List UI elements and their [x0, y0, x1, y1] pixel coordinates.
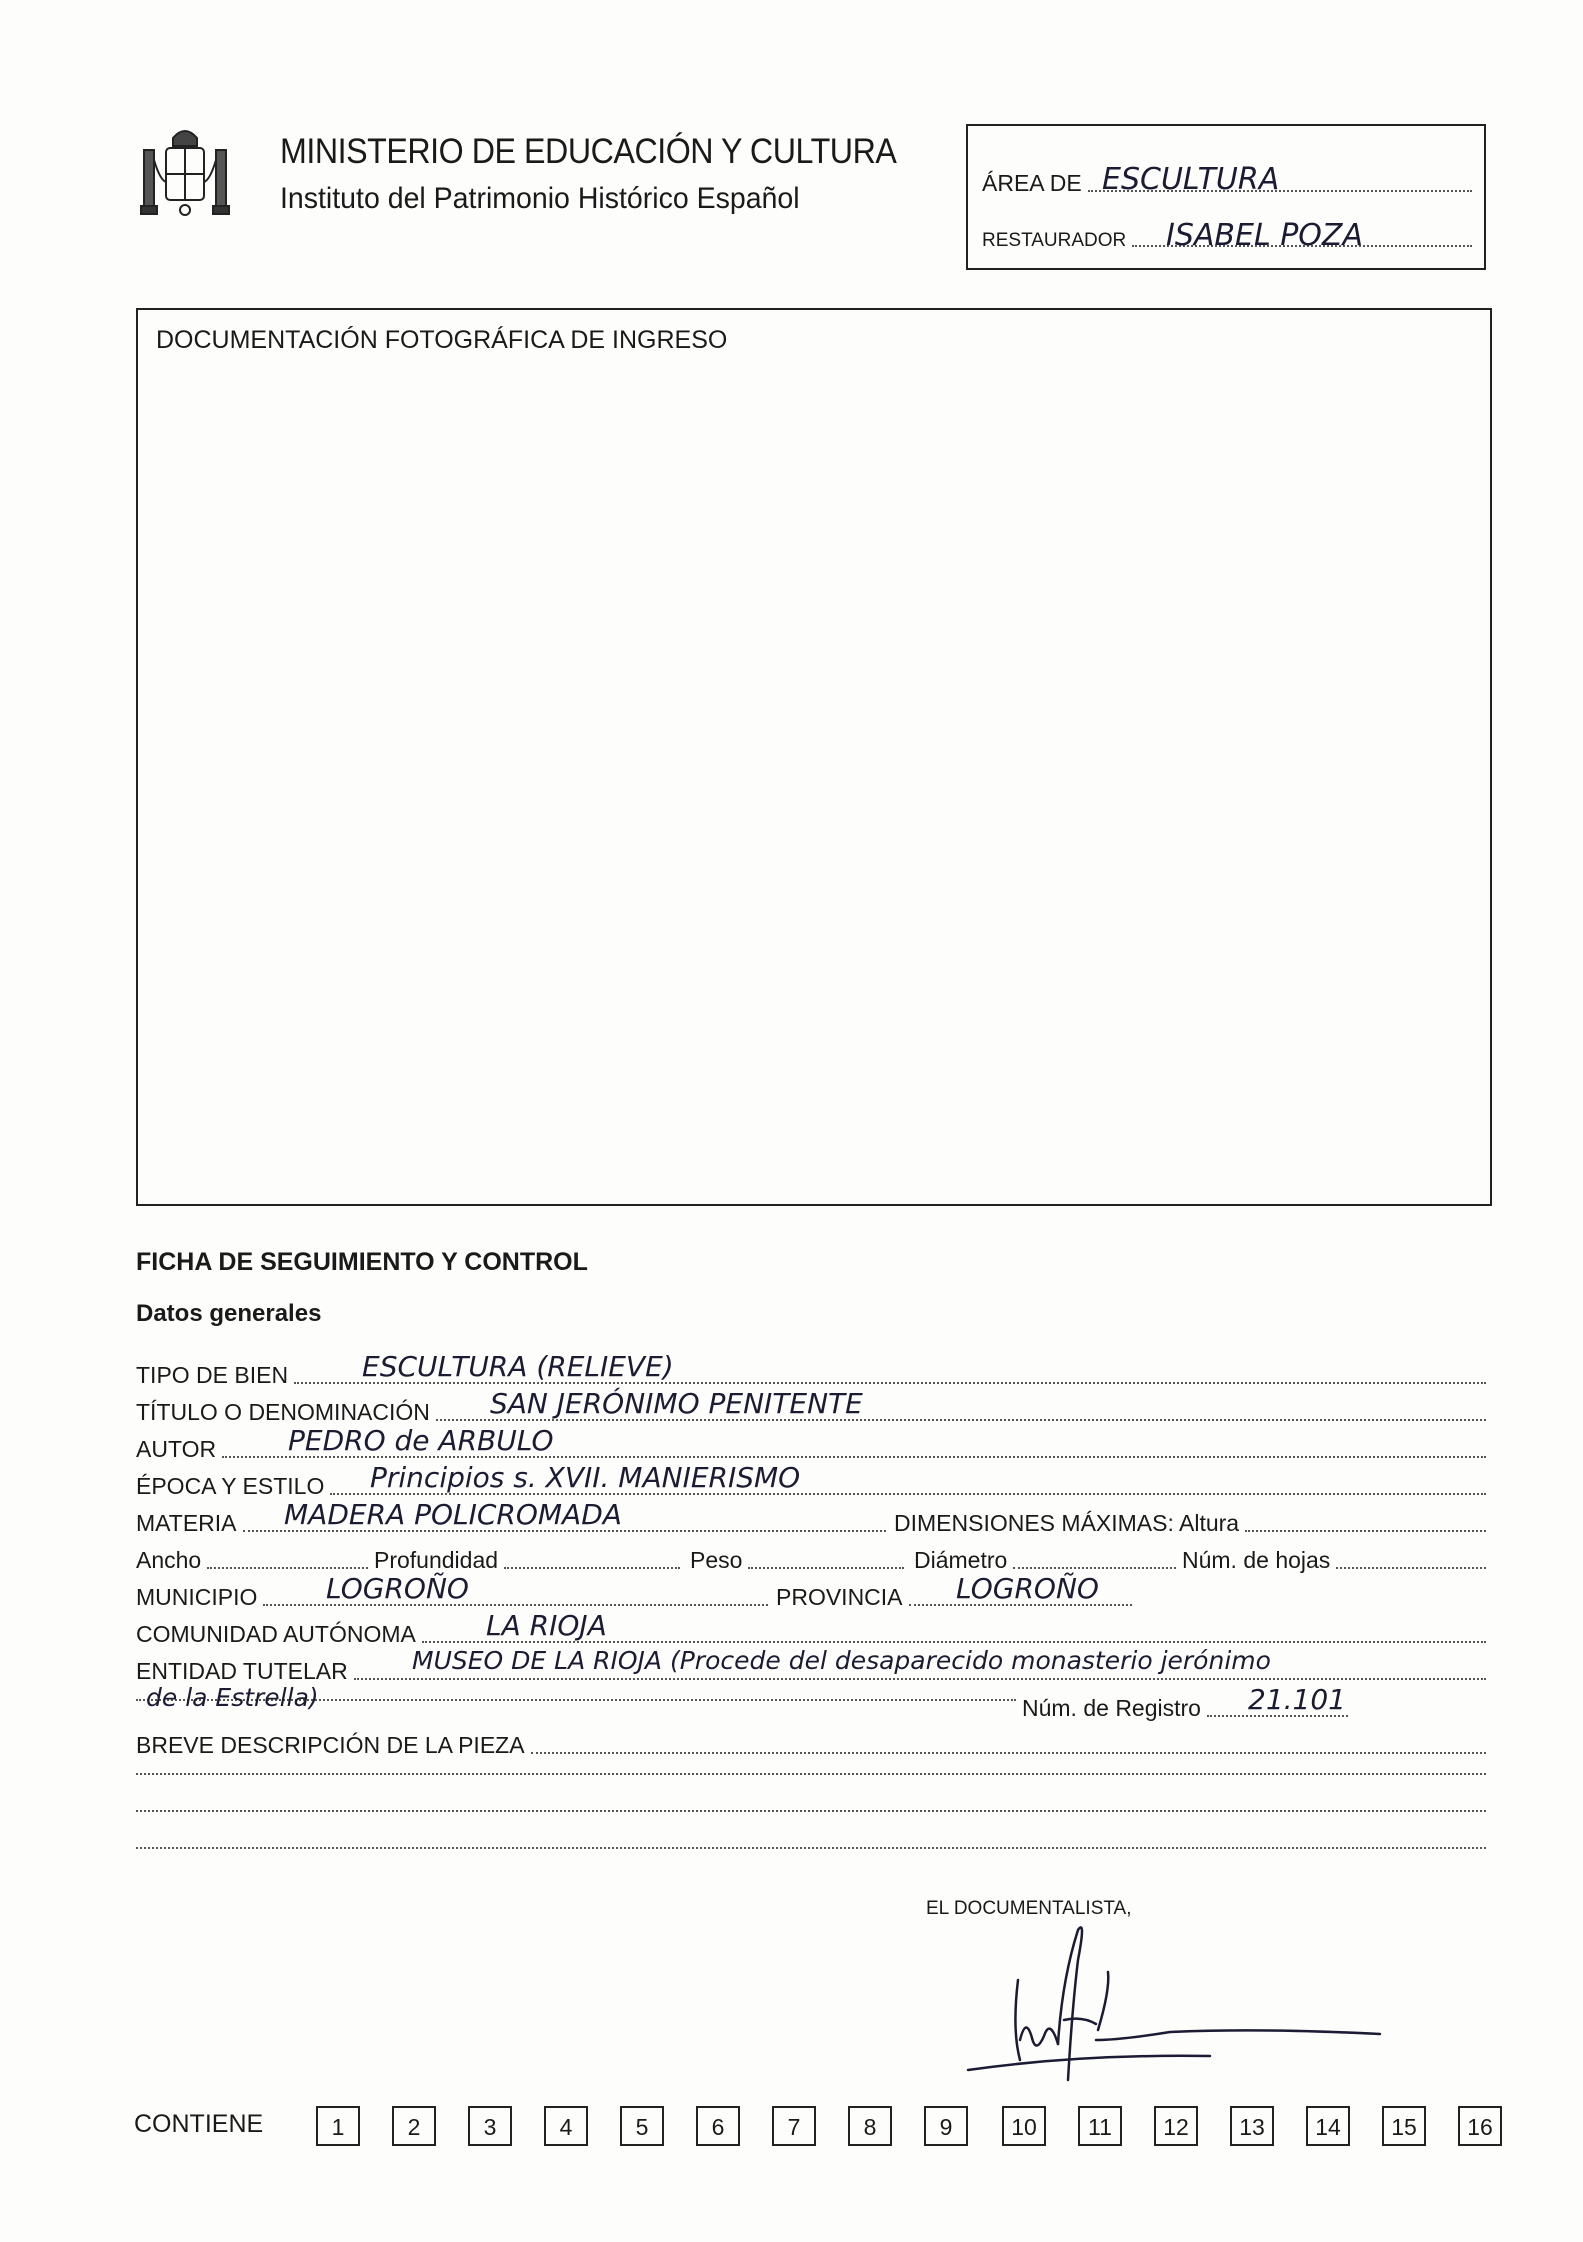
registro-value: 21.101	[1248, 1683, 1346, 1716]
contiene-box-13[interactable]: 13	[1230, 2106, 1274, 2146]
provincia-value: LOGROÑO	[956, 1572, 1099, 1605]
provincia-label: PROVINCIA	[776, 1584, 903, 1610]
altura-field[interactable]	[894, 1510, 1486, 1537]
entidad-value: MUSEO DE LA RIOJA (Procede del desaparecido monasterio jerónimo	[412, 1646, 1271, 1675]
area-box	[966, 124, 1486, 270]
profundidad-field[interactable]	[374, 1547, 680, 1574]
ficha-subtitle: Datos generales	[136, 1300, 322, 1327]
photo-section-title: DOCUMENTACIÓN FOTOGRÁFICA DE INGRESO	[156, 326, 728, 354]
municipio-label: MUNICIPIO	[136, 1584, 258, 1610]
coat-of-arms-icon	[138, 120, 232, 220]
tipo-label: TIPO DE BIEN	[136, 1362, 289, 1388]
descripcion-line-3[interactable]	[136, 1806, 1486, 1817]
autor-label: AUTOR	[136, 1436, 217, 1462]
epoca-label: ÉPOCA Y ESTILO	[136, 1473, 325, 1499]
epoca-field[interactable]	[136, 1473, 1486, 1500]
registro-label: Núm. de Registro	[1022, 1695, 1201, 1721]
profundidad-label: Profundidad	[374, 1547, 499, 1573]
ministry-title: MINISTERIO DE EDUCACIÓN Y CULTURA	[280, 132, 897, 171]
epoca-value: Principios s. XVII. MANIERISMO	[370, 1461, 801, 1494]
contiene-box-14[interactable]: 14	[1306, 2106, 1350, 2146]
contiene-box-3[interactable]: 3	[468, 2106, 512, 2146]
contiene-box-12[interactable]: 12	[1154, 2106, 1198, 2146]
titulo-value: SAN JERÓNIMO PENITENTE	[490, 1387, 863, 1420]
comunidad-field[interactable]	[136, 1621, 1486, 1648]
descripcion-field[interactable]	[136, 1732, 1486, 1759]
tipo-field[interactable]	[136, 1362, 1486, 1389]
descripcion-line-4[interactable]	[136, 1843, 1486, 1854]
diametro-label: Diámetro	[914, 1547, 1008, 1573]
ficha-title: FICHA DE SEGUIMIENTO Y CONTROL	[136, 1248, 588, 1276]
contiene-label: CONTIENE	[134, 2110, 264, 2138]
titulo-label: TÍTULO O DENOMINACIÓN	[136, 1399, 430, 1425]
area-value: ESCULTURA	[1102, 162, 1280, 197]
descripcion-label: BREVE DESCRIPCIÓN DE LA PIEZA	[136, 1732, 525, 1758]
entidad-label: ENTIDAD TUTELAR	[136, 1658, 348, 1684]
contiene-box-9[interactable]: 9	[924, 2106, 968, 2146]
photo-documentation-box	[136, 308, 1492, 1206]
municipio-value: LOGROÑO	[326, 1572, 469, 1605]
materia-label: MATERIA	[136, 1510, 237, 1536]
hojas-field[interactable]	[1182, 1547, 1486, 1574]
descripcion-line-2[interactable]	[136, 1769, 1486, 1780]
tipo-value: ESCULTURA (RELIEVE)	[362, 1350, 674, 1383]
restaurador-value: ISABEL POZA	[1166, 218, 1363, 253]
autor-value: PEDRO de ARBULO	[288, 1424, 554, 1457]
contiene-box-8[interactable]: 8	[848, 2106, 892, 2146]
contiene-box-10[interactable]: 10	[1002, 2106, 1046, 2146]
contiene-box-1[interactable]: 1	[316, 2106, 360, 2146]
peso-label: Peso	[690, 1547, 743, 1573]
signature-image	[960, 1920, 1390, 2090]
contiene-box-2[interactable]: 2	[392, 2106, 436, 2146]
area-label: ÁREA DE	[982, 170, 1082, 196]
diametro-field[interactable]	[914, 1547, 1176, 1574]
documentalista-label: EL DOCUMENTALISTA,	[926, 1898, 1132, 1919]
comunidad-label: COMUNIDAD AUTÓNOMA	[136, 1621, 416, 1647]
ancho-field[interactable]	[136, 1547, 368, 1574]
contiene-box-16[interactable]: 16	[1458, 2106, 1502, 2146]
materia-value: MADERA POLICROMADA	[284, 1498, 622, 1531]
hojas-label: Núm. de hojas	[1182, 1547, 1331, 1573]
restaurador-label: RESTAURADOR	[982, 230, 1127, 251]
peso-field[interactable]	[690, 1547, 904, 1574]
contiene-box-4[interactable]: 4	[544, 2106, 588, 2146]
contiene-box-11[interactable]: 11	[1078, 2106, 1122, 2146]
ancho-label: Ancho	[136, 1547, 202, 1573]
entidad-value-line2: de la Estrella)	[146, 1683, 319, 1712]
dimensiones-label: DIMENSIONES MÁXIMAS: Altura	[894, 1510, 1240, 1536]
comunidad-value: LA RIOJA	[486, 1609, 607, 1642]
contiene-box-7[interactable]: 7	[772, 2106, 816, 2146]
contiene-box-15[interactable]: 15	[1382, 2106, 1426, 2146]
institute-subtitle: Instituto del Patrimonio Histórico Español	[280, 182, 800, 215]
contiene-box-6[interactable]: 6	[696, 2106, 740, 2146]
contiene-box-5[interactable]: 5	[620, 2106, 664, 2146]
